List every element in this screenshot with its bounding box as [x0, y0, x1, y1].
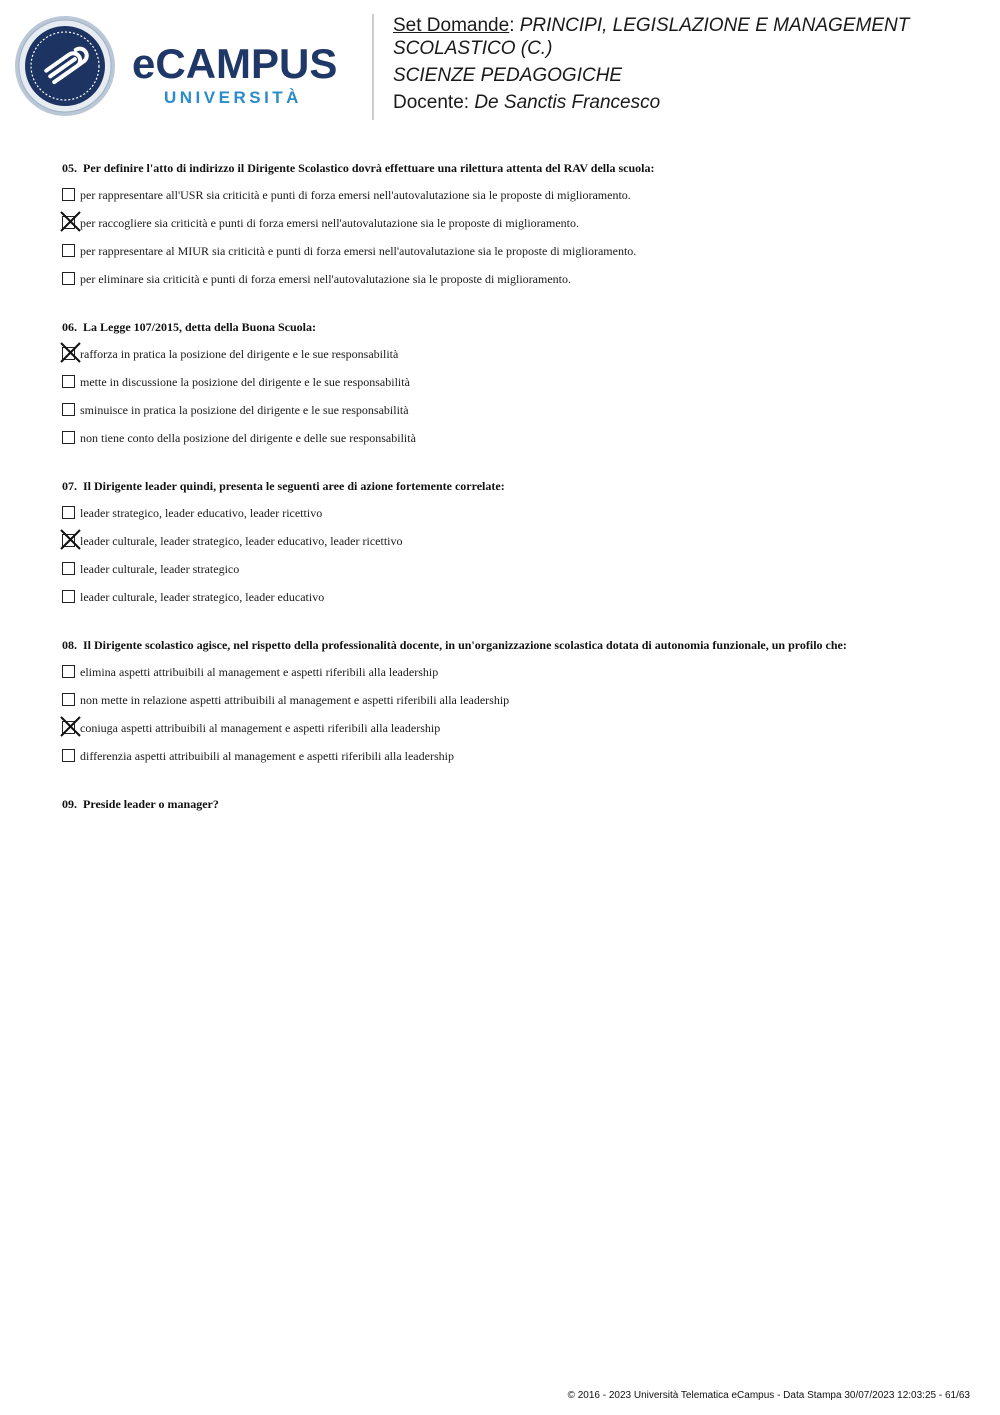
answer-text: per eliminare sia criticità e punti di forza emersi nell'autovalutazione sia le proposte di miglioramento.: [80, 272, 571, 286]
answer-text: per rappresentare al MIUR sia criticità e punti di forza emersi nell'autovalutazione sia le proposte di miglioramento.: [80, 244, 637, 258]
question-text: Preside leader o manager?: [83, 797, 219, 811]
question-block: [62, 796, 962, 812]
question-text: Per definire l'atto di indirizzo il Dirigente Scolastico dovrà effettuare una rilettura attenta del RAV della scuola:: [83, 161, 655, 175]
answer-text: rafforza in pratica la posizione del dirigente e le sue responsabilità: [80, 347, 399, 361]
answer-text: non tiene conto della posizione del dirigente e delle sue responsabilità: [80, 431, 416, 445]
answer-option[interactable]: [62, 660, 962, 688]
page-header: [0, 0, 1000, 130]
answer-checkbox[interactable]: [62, 188, 75, 201]
answer-text: leader strategico, leader educativo, leader ricettivo: [80, 506, 323, 520]
answer-option[interactable]: [62, 398, 962, 426]
answer-text: per raccogliere sia criticità e punti di forza emersi nell'autovalutazione sia le proposte di miglioramento.: [80, 216, 579, 230]
answer-text: sminuisce in pratica la posizione del dirigente e le sue responsabilità: [80, 403, 409, 417]
course-title-continued: SCOLASTICO (C.): [393, 38, 553, 59]
answer-option[interactable]: [62, 370, 962, 398]
answer-option[interactable]: [62, 744, 962, 772]
teacher-name: De Sanctis Francesco: [474, 92, 661, 113]
checked-cross-icon: [59, 210, 82, 233]
answer-checkbox[interactable]: [62, 562, 75, 575]
answer-text: per rappresentare all'USR sia criticità e punti di forza emersi nell'autovalutazione sia le proposte di miglioramento.: [80, 188, 631, 202]
answer-text: coniuga aspetti attribuibili al management e aspetti riferibili alla leadership: [80, 721, 441, 735]
question-title: [62, 796, 962, 812]
answer-text: leader culturale, leader strategico, leader educativo: [80, 590, 325, 604]
question-title: [62, 637, 962, 653]
question-block: [62, 160, 962, 295]
question-number: 05.: [62, 161, 77, 175]
answer-checkbox[interactable]: [62, 431, 75, 444]
ecampus-logo: [132, 40, 362, 112]
answer-checkbox[interactable]: [62, 590, 75, 603]
answer-option[interactable]: [62, 557, 962, 585]
answer-text: non mette in relazione aspetti attribuibili al management e aspetti riferibili alla leadership: [80, 693, 510, 707]
answer-option[interactable]: [62, 716, 962, 744]
brand-subtitle: UNIVERSITÀ: [164, 88, 302, 107]
answer-option[interactable]: [62, 267, 962, 295]
answer-option[interactable]: [62, 211, 962, 239]
answer-checkbox[interactable]: [62, 693, 75, 706]
question-block: [62, 637, 962, 772]
answer-option[interactable]: [62, 426, 962, 454]
program-name: SCIENZE PEDAGOGICHE: [393, 65, 623, 86]
answer-checkbox[interactable]: [62, 403, 75, 416]
course-title-line: Set Domande: PRINCIPI, LEGISLAZIONE E MANAGEMENT: [393, 15, 910, 36]
answer-text: leader culturale, leader strategico, leader educativo, leader ricettivo: [80, 534, 403, 548]
answer-option[interactable]: [62, 239, 962, 267]
page-footer: © 2016 - 2023 Università Telematica eCampus - Data Stampa 30/07/2023 12:03:25 - 61/63: [567, 1390, 970, 1401]
brand-name: eCAMPUS: [132, 40, 338, 87]
checked-cross-icon: [59, 715, 82, 738]
answer-text: leader culturale, leader strategico: [80, 562, 240, 576]
teacher-label: Docente:: [393, 92, 470, 113]
answer-option[interactable]: [62, 342, 962, 370]
question-title: [62, 160, 962, 176]
set-label: Set Domande: [393, 15, 510, 36]
answer-checkbox[interactable]: [62, 272, 75, 285]
university-seal-logo: [14, 15, 116, 117]
question-list: [62, 160, 962, 836]
teacher-line: [393, 91, 983, 114]
course-info: [393, 14, 983, 114]
question-title: [62, 319, 962, 335]
answer-text: mette in discussione la posizione del dirigente e le sue responsabilità: [80, 375, 410, 389]
course-title: PRINCIPI, LEGISLAZIONE E MANAGEMENT: [519, 15, 910, 36]
answer-checkbox[interactable]: [62, 375, 75, 388]
answer-text: differenzia aspetti attribuibili al management e aspetti riferibili alla leadership: [80, 749, 454, 763]
question-title: [62, 478, 962, 494]
answer-option[interactable]: [62, 688, 962, 716]
checked-cross-icon: [59, 528, 82, 551]
answer-option[interactable]: [62, 529, 962, 557]
question-number: 07.: [62, 479, 77, 493]
checked-cross-icon: [59, 341, 82, 364]
answer-checkbox[interactable]: [62, 665, 75, 678]
answer-checkbox[interactable]: [62, 749, 75, 762]
question-block: [62, 319, 962, 454]
question-text: Il Dirigente scolastico agisce, nel rispetto della professionalità docente, in un'organizzazione scolastica dotata di autonomia funzionale, un profilo che:: [83, 638, 847, 652]
question-number: 09.: [62, 797, 77, 811]
answer-text: elimina aspetti attribuibili al management e aspetti riferibili alla leadership: [80, 665, 439, 679]
header-divider: [372, 14, 374, 120]
answer-checkbox[interactable]: [62, 506, 75, 519]
question-number: 06.: [62, 320, 77, 334]
question-text: La Legge 107/2015, detta della Buona Scuola:: [83, 320, 317, 334]
answer-option[interactable]: [62, 585, 962, 613]
question-number: 08.: [62, 638, 77, 652]
question-block: [62, 478, 962, 613]
answer-option[interactable]: [62, 183, 962, 211]
answer-checkbox[interactable]: [62, 244, 75, 257]
answer-option[interactable]: [62, 501, 962, 529]
question-text: Il Dirigente leader quindi, presenta le seguenti aree di azione fortemente correlate:: [83, 479, 505, 493]
